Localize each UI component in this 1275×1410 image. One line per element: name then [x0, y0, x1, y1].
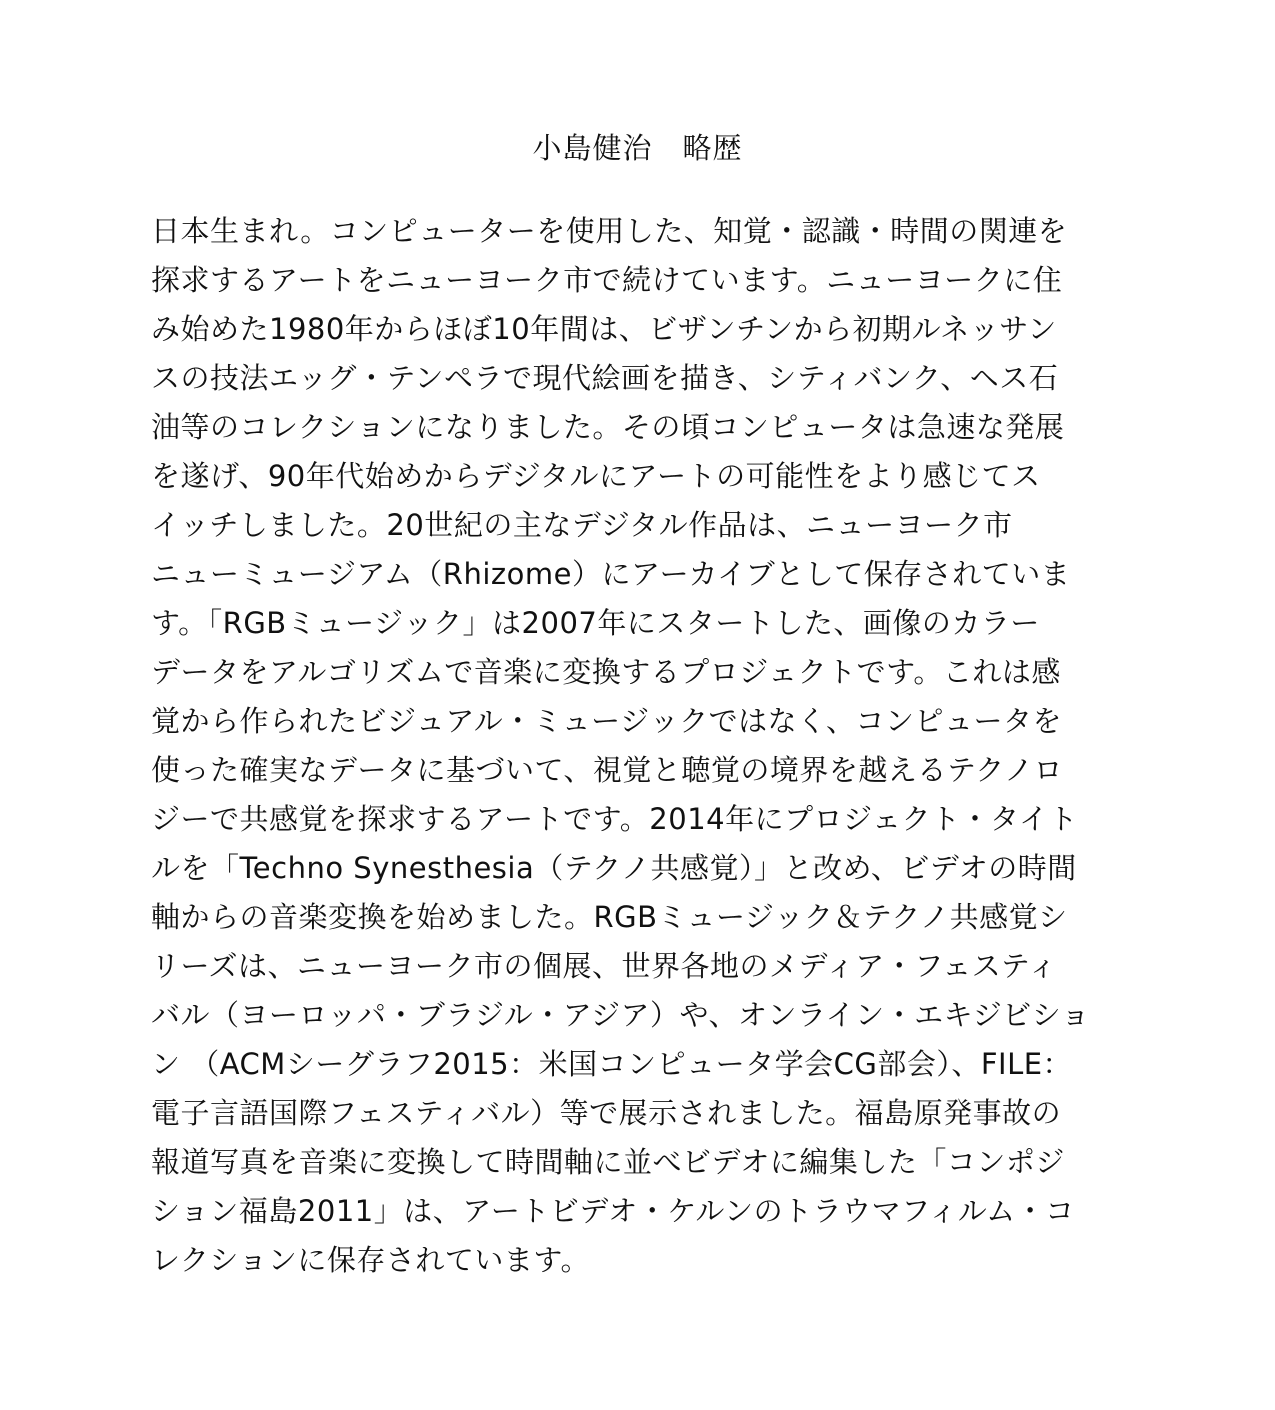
text-line: ジーで共感覚を探求するアートです。2014年にプロジェクト・タイト — [151, 802, 1078, 836]
text-line: レクションに保存されています。 — [151, 1243, 591, 1277]
text-line: 探求するアートをニューヨーク市で続けています。ニューヨークに住 — [151, 263, 1063, 297]
text-line: バル（ヨーロッパ・ブラジル・アジア）や、オンライン・エキジビショ — [151, 998, 1091, 1032]
text-line: データをアルゴリズムで音楽に変換するプロジェクトです。これは感 — [151, 655, 1061, 689]
text-line: 油等のコレクションになりました。その頃コンピュータは急速な発展 — [151, 410, 1065, 444]
text-line: 日本生まれ。コンピューターを使用した、知覚・認識・時間の関連を — [151, 214, 1068, 248]
text-line: す。「RGBミュージック」は2007年にスタートした、画像のカラー — [151, 606, 1040, 640]
text-line: 軸からの音楽変換を始めました。RGBミュージック＆テクノ共感覚シ — [151, 900, 1068, 934]
text-line: み始めた1980年からほぼ10年間は、ビザンチンから初期ルネッサン — [151, 312, 1057, 346]
text-line: 報道写真を音楽に変換して時間軸に並べビデオに編集した「コンポジ — [151, 1145, 1065, 1179]
text-line: 使った確実なデータに基づいて、視覚と聴覚の境界を越えるテクノロ — [151, 753, 1064, 787]
text-line: ン （ACMシーグラフ2015：米国コンピュータ学会CG部会）、FILE： — [151, 1047, 1073, 1081]
page-title: 小島健治 略歴 — [532, 131, 743, 165]
text-line: 電子言語国際フェスティバル）等で展示されました。福島原発事故の — [151, 1096, 1062, 1130]
text-line: 覚から作られたビジュアル・ミュージックではなく、コンピュータを — [151, 704, 1063, 738]
text-line: ルを「Techno Synesthesia（テクノ共感覚）」と改め、ビデオの時間 — [151, 851, 1077, 885]
text-line: スの技法エッグ・テンペラで現代絵画を描き、シティバンク、ヘス石 — [151, 361, 1059, 395]
text-line: リーズは、ニューヨーク市の個展、世界各地のメディア・フェスティ — [151, 949, 1058, 983]
biography-text — [151, 207, 1131, 1285]
text-line: ニューミュージアム（Rhizome）にアーカイブとして保存されていま — [151, 557, 1071, 591]
text-line: イッチしました。20世紀の主なデジタル作品は、ニューヨーク市 — [151, 508, 1013, 542]
text-line: ション福島2011」は、アートビデオ・ケルンのトラウマフィルム・コ — [151, 1194, 1075, 1228]
text-line: を遂げ、90年代始めからデジタルにアートの可能性をより感じてス — [151, 459, 1041, 493]
